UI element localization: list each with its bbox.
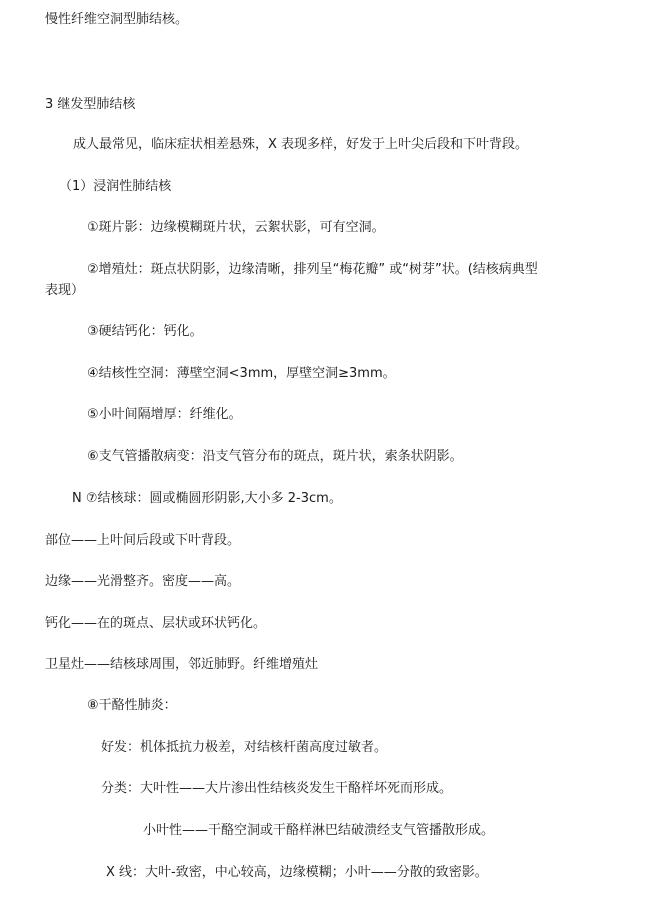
list-item: ⑧干酪性肺炎： (87, 698, 177, 713)
list-item: ①斑片影：边缘模糊斑片状，云絮状影，可有空洞。 (87, 220, 385, 235)
paragraph-line: 成人最常见，临床症状相差悬殊，X 表现多样，好发于上叶尖后段和下叶背段。 (73, 137, 529, 152)
paragraph-line: 好发：机体抵抗力极差，对结核杆菌高度过敏者。 (101, 740, 388, 755)
list-item: ③硬结钙化：钙化。 (87, 324, 203, 339)
paragraph-line: 钙化——在的斑点、层状或环状钙化。 (45, 616, 267, 631)
paragraph-line: 卫星灶——结核球周围，邻近肺野。纤维增殖灶 (45, 657, 319, 672)
list-item-continuation: 表现） (45, 283, 85, 298)
paragraph-line: 部位——上叶间后段或下叶背段。 (45, 533, 241, 548)
paragraph-line: 分类：大叶性——大片渗出性结核炎发生干酪样坏死而形成。 (101, 781, 453, 796)
list-item: ④结核性空洞：薄壁空洞<3mm，厚壁空洞≥3mm。 (87, 366, 396, 381)
paragraph-line: X 线：大叶-致密，中心较高，边缘模糊；小叶——分散的致密影。 (106, 865, 488, 880)
list-item: ②增殖灶：斑点状阴影，边缘清晰，排列呈“梅花瓣” 或“树芽”状。(结核病典型 (87, 262, 538, 277)
paragraph-line: 慢性纤维空洞型肺结核。 (45, 12, 189, 27)
paragraph-line: 边缘——光滑整齐。密度——高。 (45, 574, 241, 589)
list-item: N ⑦结核球：圆或椭圆形阴影,大小多 2-3cm。 (72, 491, 342, 506)
list-item: ⑤小叶间隔增厚：纤维化。 (87, 407, 242, 422)
subsection-heading: （1）浸润性肺结核 (59, 179, 172, 194)
section-heading: 3 继发型肺结核 (45, 97, 136, 112)
paragraph-line: 小叶性——干酪空洞或干酪样淋巴结破溃经支气管播散形成。 (143, 823, 495, 838)
list-item: ⑥支气管播散病变：沿支气管分布的斑点，斑片状，索条状阴影。 (87, 449, 463, 464)
